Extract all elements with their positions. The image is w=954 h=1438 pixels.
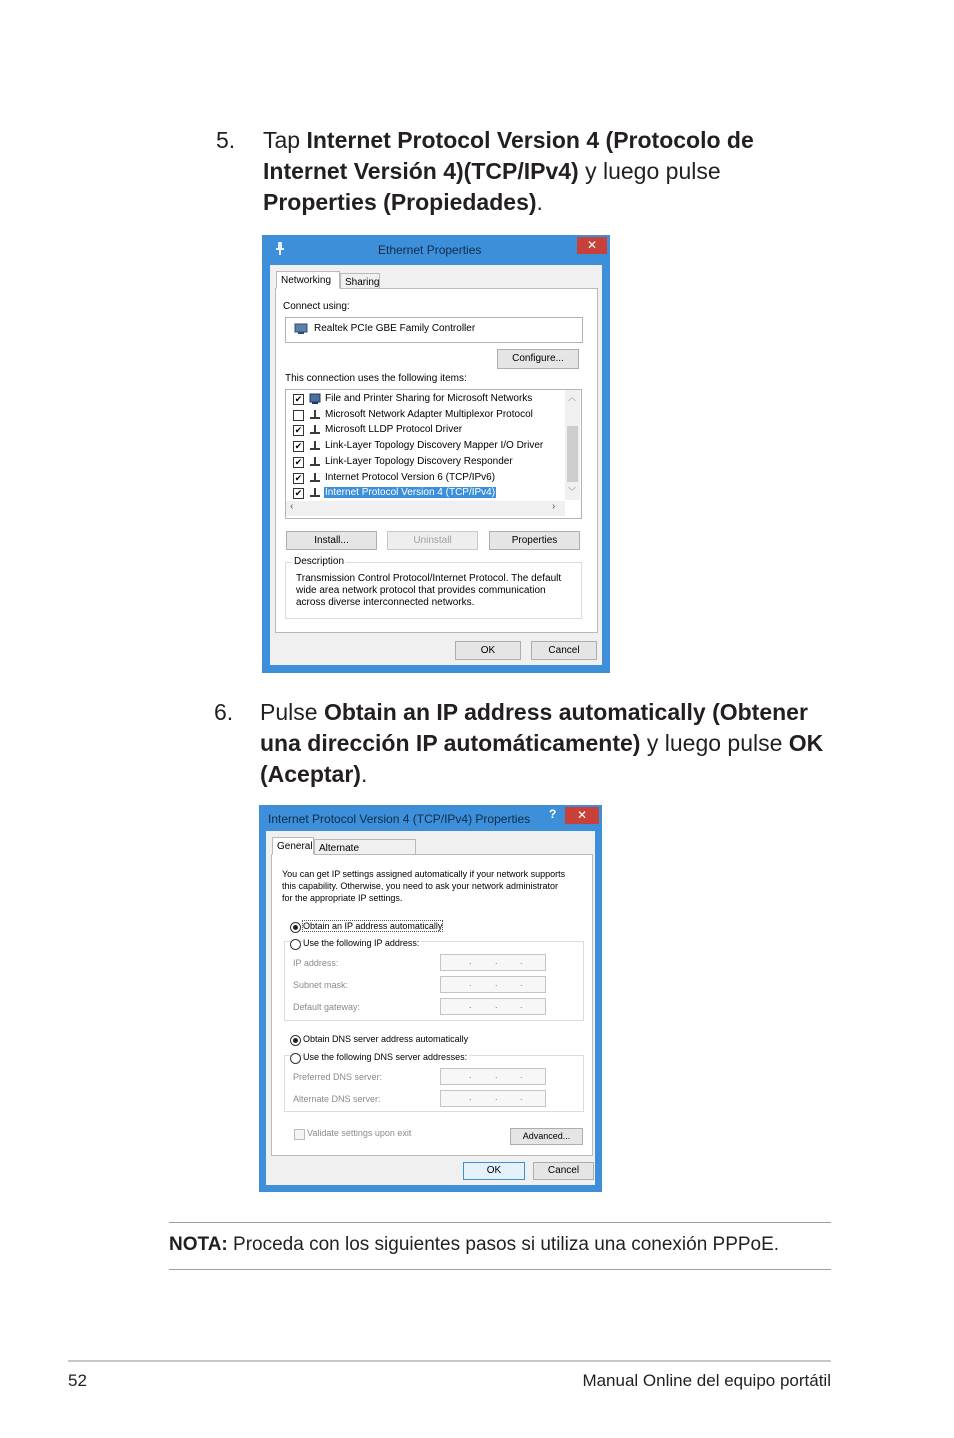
list-item[interactable] <box>286 439 564 454</box>
list-item[interactable] <box>286 471 564 486</box>
install-button[interactable]: Install... <box>286 531 377 550</box>
item-checkbox[interactable]: ✔ <box>294 472 303 483</box>
obtain-ip-radio[interactable] <box>290 922 301 933</box>
general-panel <box>271 854 593 1156</box>
scroll-thumb[interactable] <box>567 426 578 482</box>
step-number: 6. <box>214 699 234 725</box>
ip-address-label: IP address: <box>293 958 339 968</box>
description-line-2: wide area network protocol that provides communication <box>296 585 546 596</box>
ip-address-field[interactable]: . . . <box>440 954 546 971</box>
connect-using-label: Connect using: <box>283 301 350 312</box>
item-label: Link-Layer Topology Discovery Mapper I/O Driver <box>325 440 544 452</box>
note-top-rule <box>169 1222 831 1223</box>
list-item[interactable] <box>286 455 564 470</box>
use-dns-label[interactable]: Use the following DNS server addresses: <box>303 1052 468 1062</box>
default-gateway-label: Default gateway: <box>293 1002 361 1012</box>
item-checkbox[interactable]: ✔ <box>294 456 303 467</box>
tab-general[interactable]: General <box>272 837 314 855</box>
title-bar[interactable] <box>262 235 610 261</box>
note-text: Proceda con los siguientes pasos si utiliza una conexión PPPoE. <box>227 1234 780 1255</box>
obtain-ip-label[interactable]: Obtain an IP address automatically <box>303 921 443 931</box>
protocol-icon <box>309 409 321 421</box>
list-item[interactable] <box>286 408 564 423</box>
page-number: 52 <box>68 1371 87 1390</box>
manual-title: Manual Online del equipo portátil <box>582 1371 831 1390</box>
protocol-icon <box>309 424 321 436</box>
item-label: Microsoft Network Adapter Multiplexor Protocol <box>325 408 533 420</box>
dialog-title: Ethernet Properties <box>378 243 482 257</box>
item-checkbox[interactable]: ✔ <box>294 425 303 436</box>
intro-line-3: for the appropriate IP settings. <box>282 893 403 903</box>
cancel-button[interactable]: Cancel <box>533 1162 594 1180</box>
scroll-up-icon[interactable]: ︿ <box>568 393 576 402</box>
dialog-client <box>266 831 595 1185</box>
horizontal-scrollbar[interactable] <box>286 501 565 516</box>
intro-line-2: this capability. Otherwise, you need to ask your network administrator <box>282 881 558 891</box>
item-checkbox[interactable]: ✔ <box>294 488 303 499</box>
items-list <box>285 389 582 519</box>
obtain-dns-radio[interactable] <box>290 1035 301 1046</box>
close-button[interactable]: ✕ <box>565 807 599 824</box>
footer-rule <box>68 1360 831 1362</box>
dialog-title: Internet Protocol Version 4 (TCP/IPv4) Properties <box>268 812 531 826</box>
preferred-dns-field[interactable]: . . . <box>440 1068 546 1085</box>
intro-line-1: You can get IP settings assigned automatically if your network supports <box>282 869 566 879</box>
item-checkbox[interactable] <box>293 410 304 421</box>
title-bar[interactable] <box>259 805 602 831</box>
use-dns-radio[interactable] <box>290 1053 301 1064</box>
note <box>169 1233 779 1257</box>
close-button[interactable]: ✕ <box>577 237 607 254</box>
list-item[interactable] <box>286 392 564 407</box>
note-label: NOTA: <box>169 1234 228 1255</box>
networking-panel <box>275 288 598 633</box>
help-icon[interactable]: ? <box>549 807 557 821</box>
ethernet-properties-dialog <box>262 235 610 673</box>
items-label: This connection uses the following items: <box>285 373 467 384</box>
protocol-icon <box>309 472 321 484</box>
network-adapter-icon <box>294 323 308 335</box>
obtain-dns-label[interactable]: Obtain DNS server address automatically <box>303 1034 469 1044</box>
use-ip-radio[interactable] <box>290 939 301 950</box>
default-gateway-field[interactable]: . . . <box>440 998 546 1015</box>
scroll-down-icon[interactable]: ﹀ <box>568 487 576 496</box>
item-label: Internet Protocol Version 4 (TCP/IPv4) <box>325 487 496 499</box>
adapter-name: Realtek PCIe GBE Family Controller <box>314 323 476 334</box>
validate-label[interactable]: Validate settings upon exit <box>307 1128 412 1138</box>
configure-button[interactable]: Configure... <box>497 349 579 369</box>
step-text: Tap Internet Protocol Version 4 (Protocolo de Internet Versión 4)(TCP/IPv4) y luego pulse Properties (Propiedades). <box>263 127 754 215</box>
item-label: File and Printer Sharing for Microsoft Networks <box>325 393 533 404</box>
tab-networking[interactable]: Networking <box>276 271 340 289</box>
subnet-mask-field[interactable]: . . . <box>440 976 546 993</box>
properties-button[interactable]: Properties <box>489 531 580 550</box>
item-label: Microsoft LLDP Protocol Driver <box>325 424 463 436</box>
description-group <box>285 556 582 619</box>
item-label: Internet Protocol Version 6 (TCP/IPv6) <box>325 471 496 483</box>
alternate-dns-field[interactable]: . . . <box>440 1090 546 1107</box>
file-sharing-icon <box>309 393 321 405</box>
item-label: Link-Layer Topology Discovery Responder <box>325 455 513 467</box>
list-item[interactable] <box>286 423 564 438</box>
list-item[interactable] <box>286 486 564 501</box>
description-label: Description <box>294 556 345 567</box>
protocol-icon <box>309 440 321 452</box>
description-line-3: across diverse interconnected networks. <box>296 597 475 608</box>
tab-sharing[interactable]: Sharing <box>340 273 380 289</box>
use-ip-label[interactable]: Use the following IP address: <box>303 938 420 948</box>
subnet-mask-label: Subnet mask: <box>293 980 349 990</box>
protocol-icon <box>309 487 321 499</box>
protocol-icon <box>309 456 321 468</box>
tab-alternate-configuration[interactable]: Alternate <box>314 839 416 855</box>
ok-button[interactable]: OK <box>463 1162 525 1180</box>
uninstall-button[interactable]: Uninstall <box>387 531 478 550</box>
dialog-client <box>270 265 602 665</box>
alternate-dns-label: Alternate DNS server: <box>293 1094 381 1104</box>
step-number: 5. <box>216 127 236 153</box>
scroll-left-icon[interactable]: ‹ <box>290 501 294 512</box>
cancel-button[interactable]: Cancel <box>531 641 597 660</box>
item-checkbox[interactable]: ✔ <box>294 394 303 404</box>
vertical-scrollbar[interactable] <box>565 390 580 500</box>
note-bottom-rule <box>169 1269 831 1270</box>
item-checkbox[interactable]: ✔ <box>294 441 303 452</box>
ipv4-properties-dialog <box>259 805 602 1192</box>
advanced-button[interactable]: Advanced... <box>510 1128 583 1145</box>
description-line-1: Transmission Control Protocol/Internet Protocol. The default <box>296 573 562 584</box>
network-icon <box>275 242 285 256</box>
step-text: Pulse Obtain an IP address automatically (Obtener una dirección IP automáticamente) y luego pulse OK (Aceptar). <box>260 699 824 787</box>
preferred-dns-label: Preferred DNS server: <box>293 1072 383 1082</box>
scroll-right-icon[interactable]: › <box>552 501 556 512</box>
ok-button[interactable]: OK <box>455 641 521 660</box>
adapter-field <box>285 317 583 343</box>
validate-checkbox[interactable] <box>294 1129 305 1140</box>
